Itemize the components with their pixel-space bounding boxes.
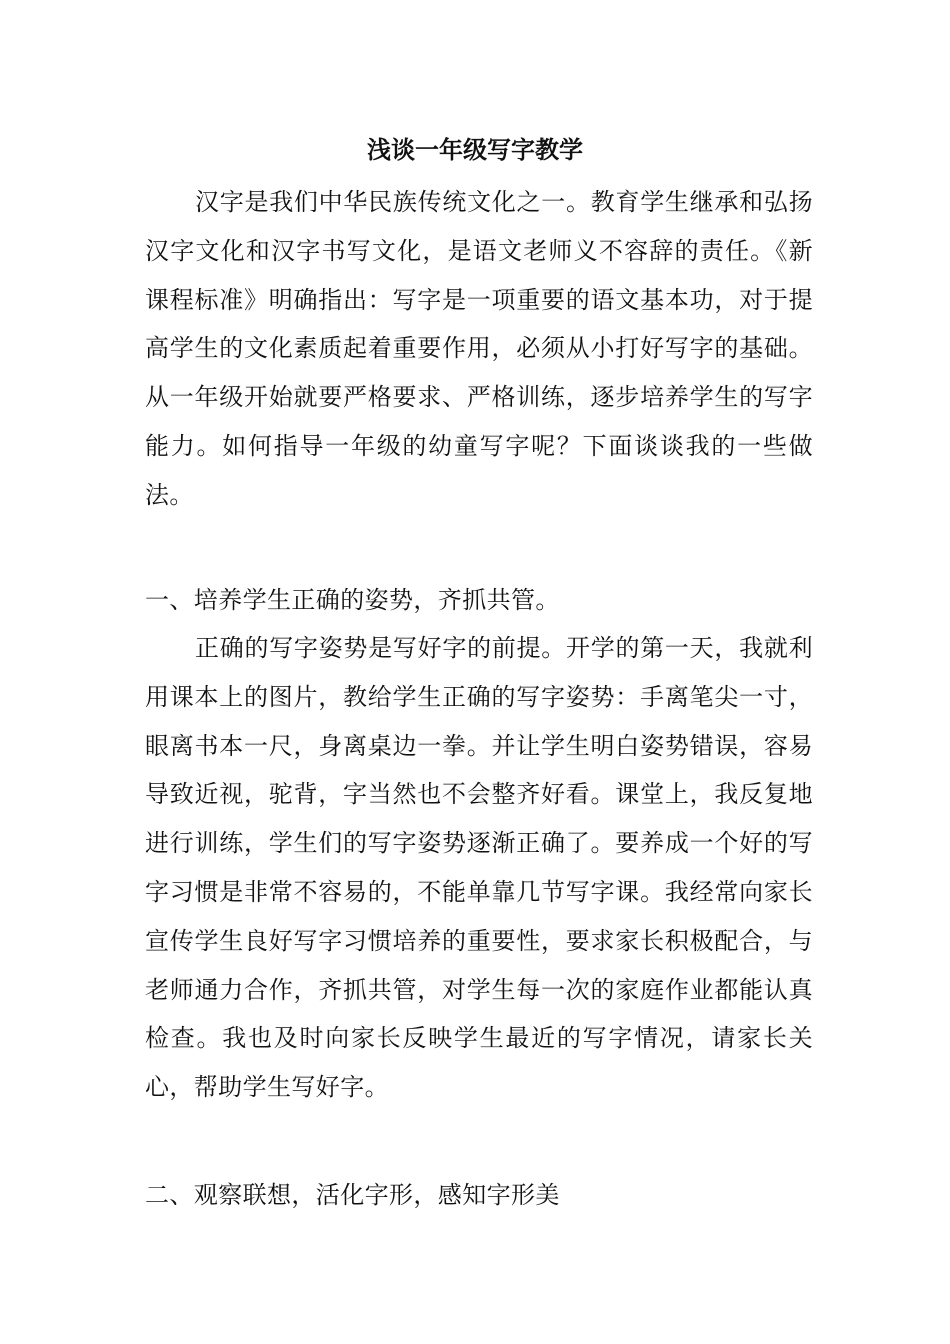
intro-paragraph: 汉字是我们中华民族传统文化之一。教育学生继承和弘扬汉字文化和汉字书写文化，是语文老师义不容辞的责任。《新课程标准》明确指出：写字是一项重要的语文基本功，对于提高学生的文化素质起着重要作用，必须从小打好写字的基础。从一年级开始就要严格要求、严格训练，逐步培养学生的写字能力。如何指导一年级的幼童写字呢？下面谈谈我的一些做法。 xyxy=(145,188,813,509)
section-heading-2: 二、观察联想，活化字形，感知字形美 xyxy=(145,1181,560,1209)
section-heading-1: 一、培养学生正确的姿势，齐抓共管。 xyxy=(145,586,560,614)
section-paragraph-1: 正确的写字姿势是写好字的前提。开学的第一天，我就利用课本上的图片，教给学生正确的写字姿势：手离笔尖一寸，眼离书本一尺，身离桌边一拳。并让学生明白姿势错误，容易导致近视，驼背，字当然也不会整齐好看。课堂上，我反复地进行训练，学生们的写字姿势逐渐正确了。要养成一个好的写字习惯是非常不容易的，不能单靠几节写字课。我经常向家长宣传学生良好写字习惯培养的重要性，要求家长积极配合，与老师通力合作，齐抓共管，对学生每一次的家庭作业都能认真检查。我也及时向家长反映学生最近的写字情况，请家长关心，帮助学生写好字。 xyxy=(145,634,813,1102)
document-title: 浅谈一年级写字教学 xyxy=(367,135,583,164)
